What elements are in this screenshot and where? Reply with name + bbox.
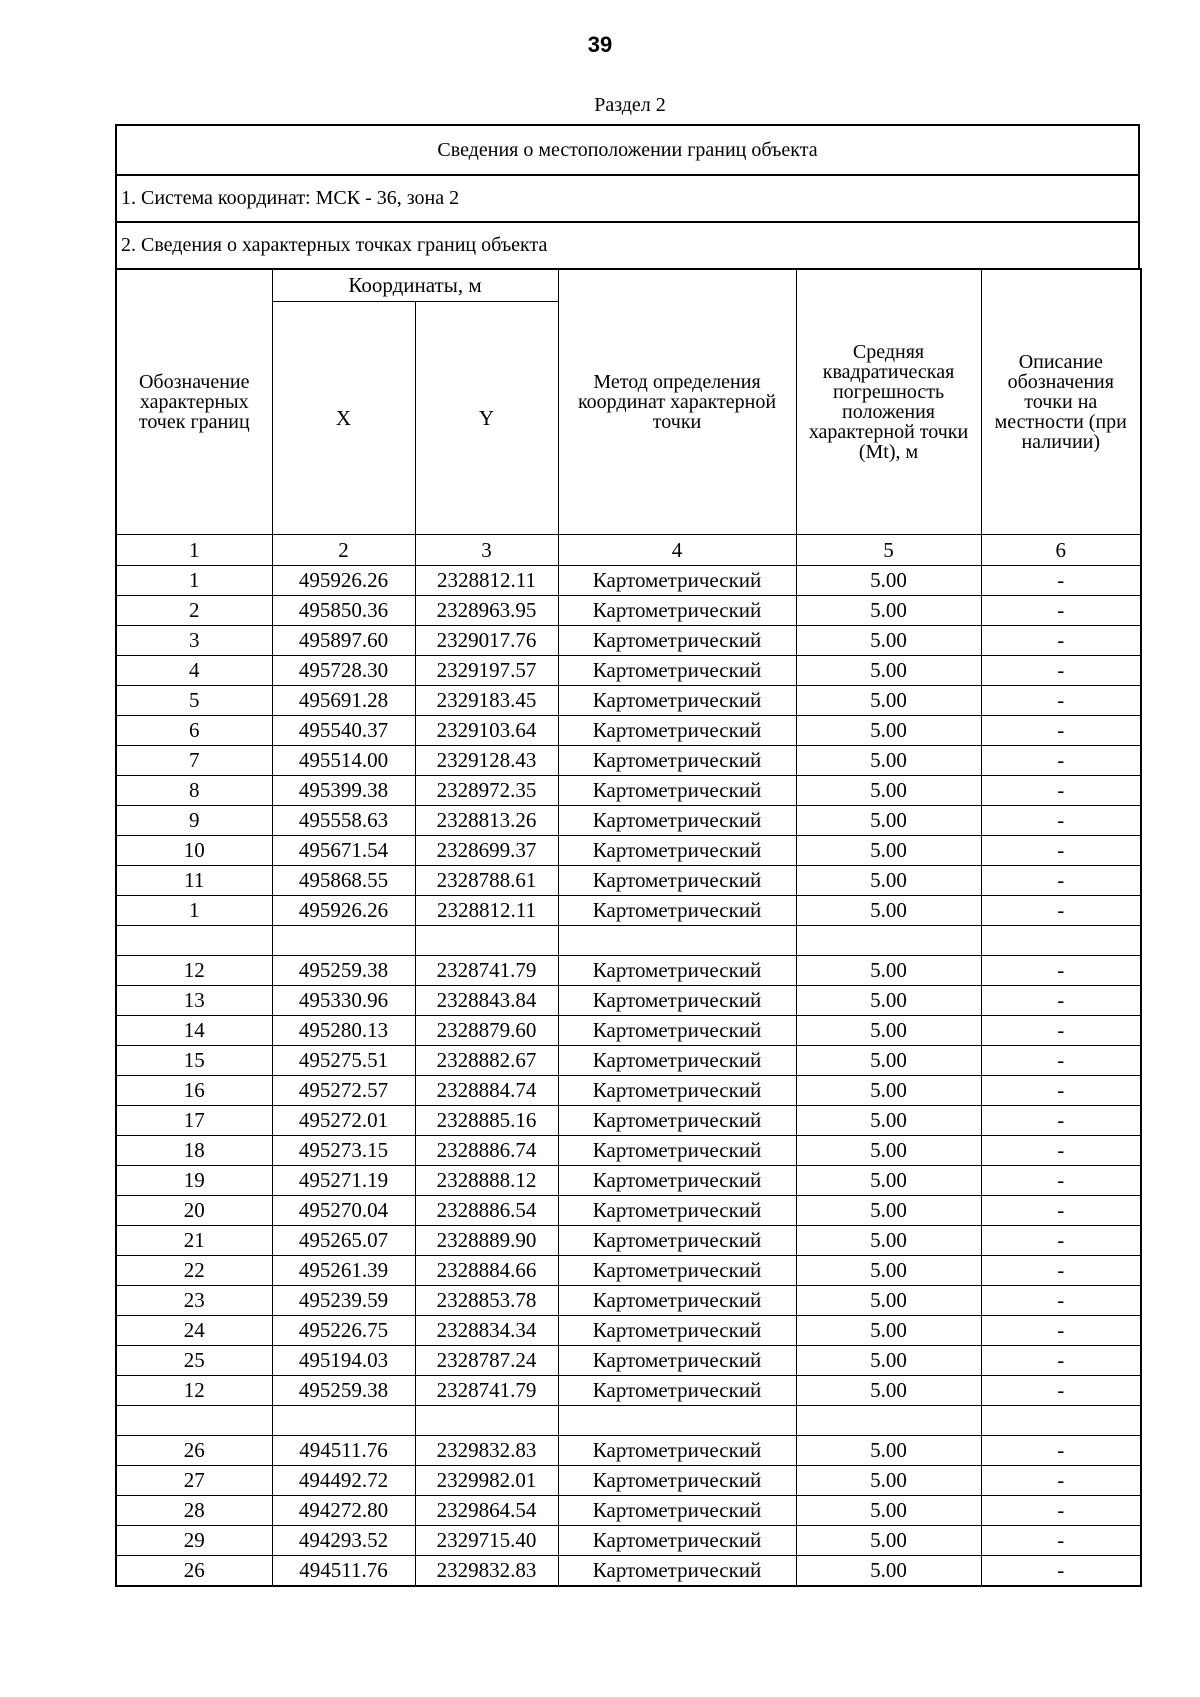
y-coord-cell: 2328787.24	[415, 1346, 558, 1376]
description-cell: -	[981, 1076, 1141, 1106]
point-id-cell: 28	[116, 1496, 272, 1526]
x-coord-cell: 495330.96	[272, 986, 415, 1016]
y-coord-cell: 2328741.79	[415, 1376, 558, 1406]
y-coord-cell: 2329017.76	[415, 626, 558, 656]
description-cell: -	[981, 1226, 1141, 1256]
point-id-cell	[116, 1406, 272, 1436]
error-cell: 5.00	[796, 1526, 981, 1556]
point-id-cell	[116, 926, 272, 956]
error-cell: 5.00	[796, 1166, 981, 1196]
method-cell	[558, 926, 796, 956]
error-cell: 5.00	[796, 626, 981, 656]
method-cell: Картометрический	[558, 1376, 796, 1406]
x-coord-cell: 495558.63	[272, 806, 415, 836]
x-coord-cell: 495671.54	[272, 836, 415, 866]
point-id-cell: 12	[116, 956, 272, 986]
table-row	[116, 986, 1141, 1016]
separator-row	[116, 1406, 1141, 1436]
method-cell: Картометрический	[558, 1106, 796, 1136]
error-cell: 5.00	[796, 866, 981, 896]
error-cell: 5.00	[796, 1016, 981, 1046]
x-coord-cell: 495270.04	[272, 1196, 415, 1226]
description-cell: -	[981, 566, 1141, 596]
error-cell: 5.00	[796, 1226, 981, 1256]
point-id-cell: 1	[116, 566, 272, 596]
error-cell: 5.00	[796, 1346, 981, 1376]
col-designation-header: Обозначение характерных точек границ	[116, 269, 272, 535]
point-id-cell: 11	[116, 866, 272, 896]
error-cell: 5.00	[796, 1106, 981, 1136]
error-cell: 5.00	[796, 1256, 981, 1286]
col-error-header: Средняя квадратическая погрешность положения характерной точки (Mt), м	[796, 269, 981, 535]
y-coord-cell: 2329715.40	[415, 1526, 558, 1556]
x-coord-cell: 495273.15	[272, 1136, 415, 1166]
error-cell: 5.00	[796, 836, 981, 866]
method-cell: Картометрический	[558, 1466, 796, 1496]
error-cell: 5.00	[796, 896, 981, 926]
error-cell: 5.00	[796, 776, 981, 806]
x-coord-cell: 495926.26	[272, 896, 415, 926]
header-row-top	[116, 269, 1141, 302]
x-coord-cell: 495540.37	[272, 716, 415, 746]
y-coord-cell: 2328886.74	[415, 1136, 558, 1166]
x-coord-cell: 494511.76	[272, 1436, 415, 1466]
separator-row	[116, 926, 1141, 956]
table-row	[116, 596, 1141, 626]
error-cell: 5.00	[796, 746, 981, 776]
description-cell: -	[981, 896, 1141, 926]
section-label: Раздел 2	[594, 94, 666, 116]
description-cell: -	[981, 1256, 1141, 1286]
y-coord-cell: 2328886.54	[415, 1196, 558, 1226]
table-row	[116, 1196, 1141, 1226]
table-row	[116, 806, 1141, 836]
x-coord-cell: 495926.26	[272, 566, 415, 596]
table-row	[116, 566, 1141, 596]
x-coord-cell: 495514.00	[272, 746, 415, 776]
x-coord-cell: 495239.59	[272, 1286, 415, 1316]
point-id-cell: 5	[116, 686, 272, 716]
table-row	[116, 1496, 1141, 1526]
x-coord-cell: 495850.36	[272, 596, 415, 626]
description-cell: -	[981, 1436, 1141, 1466]
sheet-title: Сведения о местоположении границ объекта	[115, 124, 1140, 174]
method-cell: Картометрический	[558, 566, 796, 596]
x-coord-cell: 495272.57	[272, 1076, 415, 1106]
y-coord-cell: 2328812.11	[415, 566, 558, 596]
x-coord-cell: 494492.72	[272, 1466, 415, 1496]
method-cell: Картометрический	[558, 956, 796, 986]
method-cell: Картометрический	[558, 806, 796, 836]
method-cell: Картометрический	[558, 1496, 796, 1526]
error-cell: 5.00	[796, 1196, 981, 1226]
description-cell: -	[981, 1046, 1141, 1076]
description-cell: -	[981, 776, 1141, 806]
boundary-sheet	[115, 124, 1140, 1587]
table-row	[116, 716, 1141, 746]
x-coord-cell: 495868.55	[272, 866, 415, 896]
method-cell: Картометрический	[558, 896, 796, 926]
point-id-cell: 16	[116, 1076, 272, 1106]
y-coord-cell: 2328788.61	[415, 866, 558, 896]
error-cell: 5.00	[796, 1436, 981, 1466]
error-cell: 5.00	[796, 986, 981, 1016]
point-id-cell: 25	[116, 1346, 272, 1376]
description-cell: -	[981, 746, 1141, 776]
col-method-header: Метод определения координат характерной точки	[558, 269, 796, 535]
column-number: 5	[796, 535, 981, 566]
method-cell: Картометрический	[558, 986, 796, 1016]
method-cell: Картометрический	[558, 1286, 796, 1316]
point-id-cell: 20	[116, 1196, 272, 1226]
error-cell	[796, 1406, 981, 1436]
error-cell: 5.00	[796, 1466, 981, 1496]
y-coord-cell: 2329183.45	[415, 686, 558, 716]
description-cell: -	[981, 656, 1141, 686]
page-number: 39	[587, 32, 613, 57]
y-coord-cell	[415, 1406, 558, 1436]
table-row	[116, 1316, 1141, 1346]
description-cell: -	[981, 1466, 1141, 1496]
method-cell: Картометрический	[558, 836, 796, 866]
method-cell: Картометрический	[558, 1346, 796, 1376]
column-number: 2	[272, 535, 415, 566]
description-cell: -	[981, 1136, 1141, 1166]
description-cell: -	[981, 866, 1141, 896]
error-cell: 5.00	[796, 656, 981, 686]
point-id-cell: 14	[116, 1016, 272, 1046]
table-row	[116, 1256, 1141, 1286]
method-cell: Картометрический	[558, 866, 796, 896]
table-row	[116, 1076, 1141, 1106]
error-cell: 5.00	[796, 566, 981, 596]
y-coord-cell: 2328834.34	[415, 1316, 558, 1346]
table-row	[116, 896, 1141, 926]
table-row	[116, 1166, 1141, 1196]
table-row	[116, 1526, 1141, 1556]
point-id-cell: 12	[116, 1376, 272, 1406]
x-coord-cell: 495691.28	[272, 686, 415, 716]
method-cell: Картометрический	[558, 1016, 796, 1046]
method-cell: Картометрический	[558, 1196, 796, 1226]
description-cell: -	[981, 1556, 1141, 1587]
error-cell: 5.00	[796, 686, 981, 716]
description-cell: -	[981, 806, 1141, 836]
point-id-cell: 29	[116, 1526, 272, 1556]
x-coord-cell: 495271.19	[272, 1166, 415, 1196]
method-cell: Картометрический	[558, 656, 796, 686]
x-coord-cell: 494272.80	[272, 1496, 415, 1526]
x-coord-cell: 495261.39	[272, 1256, 415, 1286]
x-coord-cell: 495399.38	[272, 776, 415, 806]
y-coord-cell: 2328812.11	[415, 896, 558, 926]
point-id-cell: 2	[116, 596, 272, 626]
column-number: 6	[981, 535, 1141, 566]
description-cell: -	[981, 1166, 1141, 1196]
method-cell: Картометрический	[558, 626, 796, 656]
y-coord-cell: 2328885.16	[415, 1106, 558, 1136]
y-coord-cell: 2328741.79	[415, 956, 558, 986]
description-cell: -	[981, 1376, 1141, 1406]
table-row	[116, 956, 1141, 986]
table-row	[116, 1436, 1141, 1466]
description-cell: -	[981, 956, 1141, 986]
y-coord-cell: 2328884.74	[415, 1076, 558, 1106]
table-row	[116, 746, 1141, 776]
x-coord-cell: 495272.01	[272, 1106, 415, 1136]
table-row	[116, 1016, 1141, 1046]
x-coord-cell	[272, 1406, 415, 1436]
point-id-cell: 27	[116, 1466, 272, 1496]
method-cell: Картометрический	[558, 686, 796, 716]
y-coord-cell: 2328853.78	[415, 1286, 558, 1316]
table-row	[116, 656, 1141, 686]
description-cell: -	[981, 986, 1141, 1016]
description-cell: -	[981, 836, 1141, 866]
point-id-cell: 23	[116, 1286, 272, 1316]
description-cell: -	[981, 1016, 1141, 1046]
table-row	[116, 1046, 1141, 1076]
method-cell: Картометрический	[558, 716, 796, 746]
error-cell: 5.00	[796, 1556, 981, 1587]
description-cell: -	[981, 1196, 1141, 1226]
point-id-cell: 15	[116, 1046, 272, 1076]
y-coord-cell: 2328882.67	[415, 1046, 558, 1076]
table-row	[116, 1346, 1141, 1376]
table-row	[116, 1466, 1141, 1496]
point-id-cell: 22	[116, 1256, 272, 1286]
description-cell: -	[981, 1106, 1141, 1136]
description-cell: -	[981, 1316, 1141, 1346]
points-heading: 2. Сведения о характерных точках границ объекта	[115, 221, 1140, 268]
point-id-cell: 26	[116, 1556, 272, 1587]
method-cell: Картометрический	[558, 1166, 796, 1196]
method-cell: Картометрический	[558, 1136, 796, 1166]
table-row	[116, 1376, 1141, 1406]
y-coord-cell: 2329982.01	[415, 1466, 558, 1496]
y-coord-cell: 2328884.66	[415, 1256, 558, 1286]
error-cell: 5.00	[796, 1496, 981, 1526]
point-id-cell: 1	[116, 896, 272, 926]
error-cell: 5.00	[796, 596, 981, 626]
x-coord-cell: 495275.51	[272, 1046, 415, 1076]
description-cell: -	[981, 626, 1141, 656]
description-cell: -	[981, 1496, 1141, 1526]
y-coord-cell: 2329832.83	[415, 1556, 558, 1587]
y-coord-cell: 2328843.84	[415, 986, 558, 1016]
table-row	[116, 1226, 1141, 1256]
method-cell: Картометрический	[558, 746, 796, 776]
error-cell	[796, 926, 981, 956]
x-coord-cell: 495259.38	[272, 1376, 415, 1406]
description-cell: -	[981, 1346, 1141, 1376]
y-coord-cell: 2328699.37	[415, 836, 558, 866]
method-cell: Картометрический	[558, 1526, 796, 1556]
y-coord-cell	[415, 926, 558, 956]
table-row	[116, 1556, 1141, 1587]
y-coord-cell: 2328889.90	[415, 1226, 558, 1256]
description-cell: -	[981, 686, 1141, 716]
table-row	[116, 626, 1141, 656]
y-coord-cell: 2328888.12	[415, 1166, 558, 1196]
method-cell: Картометрический	[558, 1556, 796, 1587]
x-coord-cell	[272, 926, 415, 956]
table-row	[116, 836, 1141, 866]
point-id-cell: 3	[116, 626, 272, 656]
column-number: 1	[116, 535, 272, 566]
col-coords-group-header: Координаты, м	[272, 269, 558, 302]
error-cell: 5.00	[796, 956, 981, 986]
y-coord-cell: 2329103.64	[415, 716, 558, 746]
point-id-cell: 7	[116, 746, 272, 776]
method-cell: Картометрический	[558, 596, 796, 626]
x-coord-cell: 495897.60	[272, 626, 415, 656]
description-cell: -	[981, 1526, 1141, 1556]
method-cell: Картометрический	[558, 1076, 796, 1106]
x-coord-cell: 495194.03	[272, 1346, 415, 1376]
column-number: 3	[415, 535, 558, 566]
column-number-row	[116, 535, 1141, 566]
description-cell	[981, 926, 1141, 956]
method-cell: Картометрический	[558, 1316, 796, 1346]
point-id-cell: 9	[116, 806, 272, 836]
points-table	[115, 268, 1142, 1587]
method-cell: Картометрический	[558, 1436, 796, 1466]
point-id-cell: 6	[116, 716, 272, 746]
x-coord-cell: 495280.13	[272, 1016, 415, 1046]
x-coord-cell: 495259.38	[272, 956, 415, 986]
table-row	[116, 866, 1141, 896]
table-row	[116, 686, 1141, 716]
y-coord-cell: 2329197.57	[415, 656, 558, 686]
table-row	[116, 776, 1141, 806]
point-id-cell: 19	[116, 1166, 272, 1196]
x-coord-cell: 494293.52	[272, 1526, 415, 1556]
point-id-cell: 13	[116, 986, 272, 1016]
method-cell: Картометрический	[558, 776, 796, 806]
error-cell: 5.00	[796, 1046, 981, 1076]
column-number: 4	[558, 535, 796, 566]
error-cell: 5.00	[796, 806, 981, 836]
point-id-cell: 21	[116, 1226, 272, 1256]
col-x-header: X	[272, 302, 415, 535]
method-cell	[558, 1406, 796, 1436]
y-coord-cell: 2329864.54	[415, 1496, 558, 1526]
error-cell: 5.00	[796, 1316, 981, 1346]
description-cell: -	[981, 716, 1141, 746]
error-cell: 5.00	[796, 1136, 981, 1166]
point-id-cell: 18	[116, 1136, 272, 1166]
description-cell	[981, 1406, 1141, 1436]
method-cell: Картометрический	[558, 1256, 796, 1286]
col-description-header: Описание обозначения точки на местности (при наличии)	[981, 269, 1141, 535]
point-id-cell: 10	[116, 836, 272, 866]
error-cell: 5.00	[796, 1076, 981, 1106]
y-coord-cell: 2328813.26	[415, 806, 558, 836]
y-coord-cell: 2329832.83	[415, 1436, 558, 1466]
col-y-header: Y	[415, 302, 558, 535]
y-coord-cell: 2328879.60	[415, 1016, 558, 1046]
x-coord-cell: 495265.07	[272, 1226, 415, 1256]
coordinate-system: 1. Система координат: МСК - 36, зона 2	[115, 174, 1140, 221]
y-coord-cell: 2328963.95	[415, 596, 558, 626]
description-cell: -	[981, 1286, 1141, 1316]
y-coord-cell: 2328972.35	[415, 776, 558, 806]
x-coord-cell: 495728.30	[272, 656, 415, 686]
error-cell: 5.00	[796, 1376, 981, 1406]
error-cell: 5.00	[796, 716, 981, 746]
method-cell: Картометрический	[558, 1046, 796, 1076]
description-cell: -	[981, 596, 1141, 626]
x-coord-cell: 495226.75	[272, 1316, 415, 1346]
point-id-cell: 17	[116, 1106, 272, 1136]
table-row	[116, 1286, 1141, 1316]
point-id-cell: 4	[116, 656, 272, 686]
point-id-cell: 8	[116, 776, 272, 806]
error-cell: 5.00	[796, 1286, 981, 1316]
point-id-cell: 24	[116, 1316, 272, 1346]
table-row	[116, 1136, 1141, 1166]
y-coord-cell: 2329128.43	[415, 746, 558, 776]
method-cell: Картометрический	[558, 1226, 796, 1256]
x-coord-cell: 494511.76	[272, 1556, 415, 1587]
table-row	[116, 1106, 1141, 1136]
point-id-cell: 26	[116, 1436, 272, 1466]
